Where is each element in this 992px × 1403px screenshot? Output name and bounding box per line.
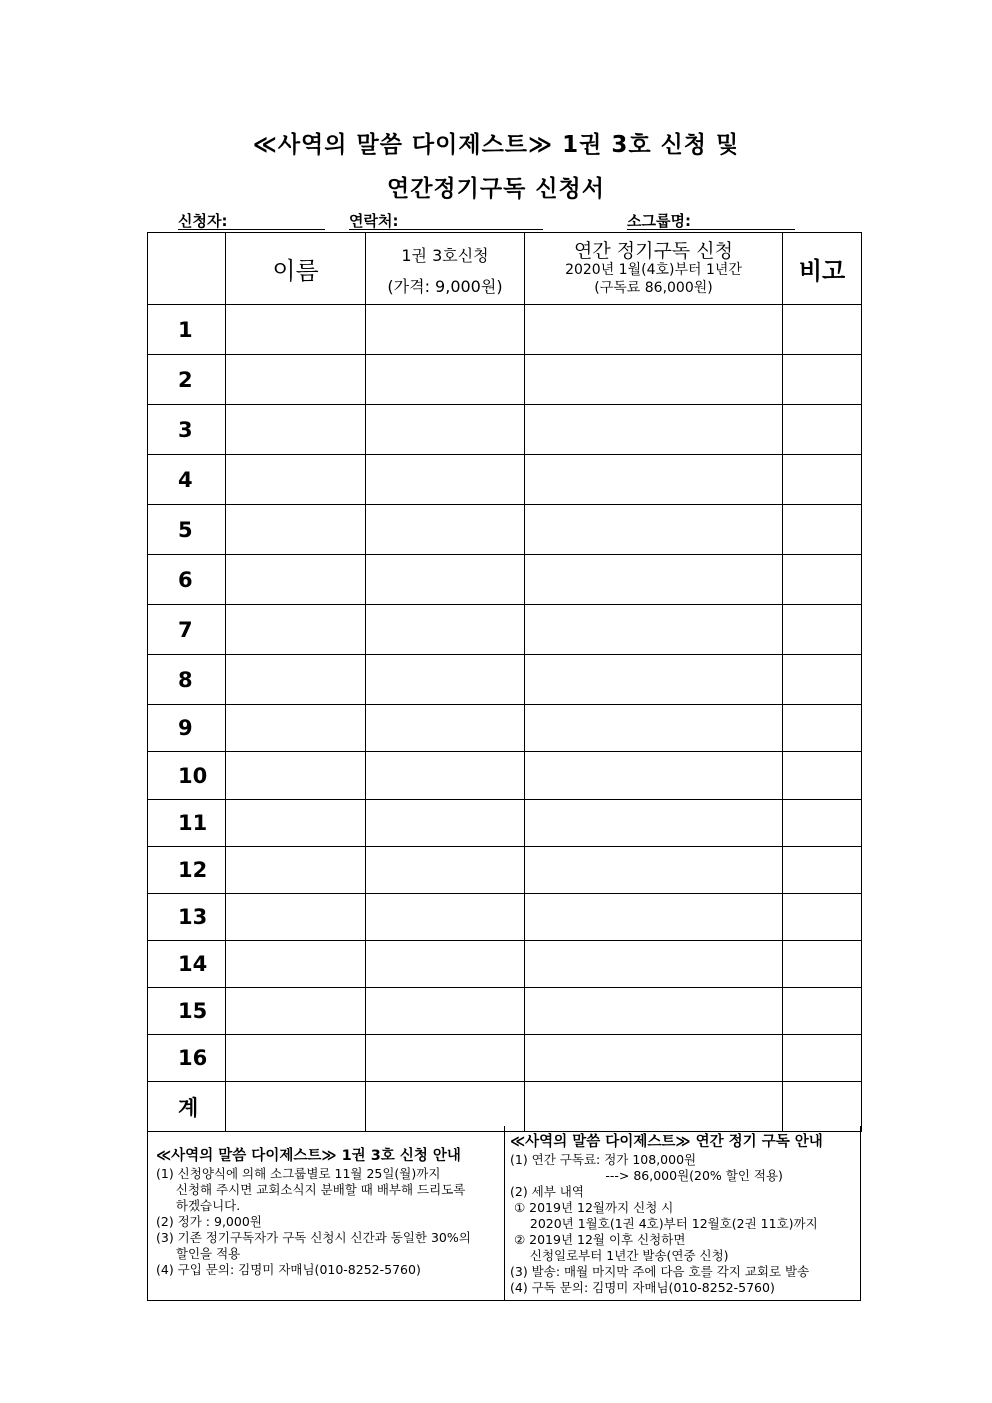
table-row [148, 941, 862, 988]
annual-cell[interactable] [525, 655, 783, 705]
row-number: 15 [148, 988, 226, 1035]
issue-cell[interactable] [366, 752, 525, 800]
issue-notice [156, 1148, 501, 1278]
notes-box [147, 1126, 861, 1301]
notice-line: ---> 86,000원(20% 할인 적용) [510, 1168, 783, 1183]
issue-cell[interactable] [366, 1082, 525, 1132]
name-cell[interactable] [226, 355, 366, 405]
header-issue [366, 233, 525, 305]
annual-cell[interactable] [525, 705, 783, 752]
row-number: 12 [148, 847, 226, 894]
issue-cell[interactable] [366, 705, 525, 752]
header-annual-title: 연간 정기구독 신청 [574, 239, 733, 262]
row-number: 4 [148, 455, 226, 505]
remarks-cell[interactable] [783, 988, 862, 1035]
issue-cell[interactable] [366, 800, 525, 847]
contact-field[interactable] [349, 229, 543, 230]
row-number: 9 [148, 705, 226, 752]
table-row [148, 605, 862, 655]
issue-notice-title: ≪사역의 말씀 다이제스트≫ 1권 3호 신청 안내 [156, 1148, 461, 1164]
table-row [148, 894, 862, 941]
name-cell[interactable] [226, 1082, 366, 1132]
row-number: 6 [148, 555, 226, 605]
name-cell[interactable] [226, 555, 366, 605]
notice-line: (1) 연간 구독료: 정가 108,000원 [510, 1152, 697, 1167]
row-number: 7 [148, 605, 226, 655]
header-name: 이름 [226, 233, 366, 305]
header-annual [525, 233, 783, 305]
form-title-line1: ≪사역의 말씀 다이제스트≫ 1권 3호 신청 및 [252, 132, 740, 158]
name-cell[interactable] [226, 1035, 366, 1082]
annual-cell[interactable] [525, 894, 783, 941]
annual-cell[interactable] [525, 305, 783, 355]
table-row [148, 847, 862, 894]
table-row [148, 752, 862, 800]
table-row [148, 705, 862, 752]
row-number: 5 [148, 505, 226, 555]
notice-line: (3) 발송: 매월 마지막 주에 다음 호를 각지 교회로 발송 [510, 1264, 810, 1279]
row-number: 2 [148, 355, 226, 405]
row-number: 11 [148, 800, 226, 847]
table-row [148, 1082, 862, 1132]
issue-cell[interactable] [366, 405, 525, 455]
issue-cell[interactable] [366, 894, 525, 941]
annual-cell[interactable] [525, 1082, 783, 1132]
notice-line: 할인을 적용 [156, 1246, 241, 1261]
remarks-cell[interactable] [783, 941, 862, 988]
subscription-notice [510, 1134, 858, 1296]
remarks-cell[interactable] [783, 305, 862, 355]
name-cell[interactable] [226, 505, 366, 555]
annual-cell[interactable] [525, 800, 783, 847]
name-cell[interactable] [226, 455, 366, 505]
subscription-notice-title: ≪사역의 말씀 다이제스트≫ 연간 정기 구독 안내 [510, 1134, 823, 1150]
remarks-cell[interactable] [783, 800, 862, 847]
issue-cell[interactable] [366, 988, 525, 1035]
table-row [148, 305, 862, 355]
row-number: 8 [148, 655, 226, 705]
notice-line: (2) 정가 : 9,000원 [156, 1214, 262, 1229]
header-issue-title: 1권 3호신청 [401, 245, 489, 265]
issue-cell[interactable] [366, 941, 525, 988]
name-cell[interactable] [226, 655, 366, 705]
annual-cell[interactable] [525, 405, 783, 455]
row-number: 1 [148, 305, 226, 355]
row-number: 계 [148, 1082, 226, 1132]
annual-cell[interactable] [525, 1035, 783, 1082]
name-cell[interactable] [226, 894, 366, 941]
issue-cell[interactable] [366, 1035, 525, 1082]
table-row [148, 655, 862, 705]
issue-cell[interactable] [366, 305, 525, 355]
notice-line: (2) 세부 내역 [510, 1184, 584, 1199]
annual-cell[interactable] [525, 988, 783, 1035]
table-row [148, 800, 862, 847]
table-row [148, 405, 862, 455]
table-row [148, 555, 862, 605]
group-label: 소그룹명: [627, 212, 691, 230]
table-row [148, 988, 862, 1035]
header-row [148, 233, 862, 305]
annual-cell[interactable] [525, 605, 783, 655]
remarks-cell[interactable] [783, 1082, 862, 1132]
remarks-cell[interactable] [783, 1035, 862, 1082]
group-field[interactable] [627, 229, 795, 230]
annual-cell[interactable] [525, 505, 783, 555]
header-remarks: 비고 [783, 233, 862, 305]
name-cell[interactable] [226, 941, 366, 988]
annual-cell[interactable] [525, 555, 783, 605]
remarks-cell[interactable] [783, 655, 862, 705]
annual-cell[interactable] [525, 455, 783, 505]
name-cell[interactable] [226, 605, 366, 655]
annual-cell[interactable] [525, 752, 783, 800]
remarks-cell[interactable] [783, 405, 862, 455]
remarks-cell[interactable] [783, 505, 862, 555]
remarks-cell[interactable] [783, 455, 862, 505]
remarks-cell[interactable] [783, 847, 862, 894]
header-annual-period: 2020년 1월(4호)부터 1년간 [565, 261, 742, 278]
table-row [148, 455, 862, 505]
header-issue-price: (가격: 9,000원) [387, 276, 503, 296]
notice-line: (3) 기존 정기구독자가 구독 신청시 신간과 동일한 30%의 [156, 1230, 471, 1245]
notice-line: ② 2019년 12월 이후 신청하면 [510, 1232, 686, 1247]
issue-cell[interactable] [366, 555, 525, 605]
name-cell[interactable] [226, 705, 366, 752]
table-row [148, 505, 862, 555]
table-row [148, 355, 862, 405]
notice-line: ① 2019년 12월까지 신청 시 [510, 1200, 674, 1215]
annual-cell[interactable] [525, 355, 783, 405]
issue-cell[interactable] [366, 455, 525, 505]
remarks-cell[interactable] [783, 752, 862, 800]
issue-cell[interactable] [366, 605, 525, 655]
remarks-cell[interactable] [783, 605, 862, 655]
notice-line: 신청일로부터 1년간 발송(연중 신청) [510, 1248, 729, 1263]
row-number: 13 [148, 894, 226, 941]
name-cell[interactable] [226, 847, 366, 894]
name-cell[interactable] [226, 405, 366, 455]
form-title-line2: 연간정기구독 신청서 [387, 176, 605, 202]
annual-cell[interactable] [525, 847, 783, 894]
name-cell[interactable] [226, 305, 366, 355]
name-cell[interactable] [226, 800, 366, 847]
annual-cell[interactable] [525, 941, 783, 988]
remarks-cell[interactable] [783, 355, 862, 405]
row-number: 16 [148, 1035, 226, 1082]
issue-cell[interactable] [366, 505, 525, 555]
row-number: 14 [148, 941, 226, 988]
notes-divider [504, 1126, 505, 1300]
remarks-cell[interactable] [783, 705, 862, 752]
name-cell[interactable] [226, 752, 366, 800]
contact-label: 연락처: [349, 212, 399, 230]
row-number: 10 [148, 752, 226, 800]
notice-line: 하겠습니다. [156, 1198, 241, 1213]
issue-cell[interactable] [366, 655, 525, 705]
notice-line: (4) 구입 문의: 김명미 자매님(010-8252-5760) [156, 1262, 421, 1277]
notice-line: 2020년 1월호(1권 4호)부터 12월호(2권 11호)까지 [510, 1216, 818, 1231]
applicant-field[interactable] [178, 229, 325, 230]
notice-line: (4) 구독 문의: 김명미 자매님(010-8252-5760) [510, 1280, 775, 1295]
header-index [148, 233, 226, 305]
applicant-label: 신청자: [178, 212, 228, 230]
remarks-cell[interactable] [783, 555, 862, 605]
application-table [147, 232, 862, 1132]
table-row [148, 1035, 862, 1082]
remarks-cell[interactable] [783, 894, 862, 941]
row-number: 3 [148, 405, 226, 455]
issue-cell[interactable] [366, 847, 525, 894]
name-cell[interactable] [226, 988, 366, 1035]
notice-line: (1) 신청양식에 의해 소그룹별로 11월 25일(월)까지 [156, 1166, 441, 1181]
notice-line: 신청해 주시면 교회소식지 분배할 때 배부해 드리도록 [156, 1182, 466, 1197]
header-annual-price: (구독료 86,000원) [594, 279, 713, 296]
issue-cell[interactable] [366, 355, 525, 405]
